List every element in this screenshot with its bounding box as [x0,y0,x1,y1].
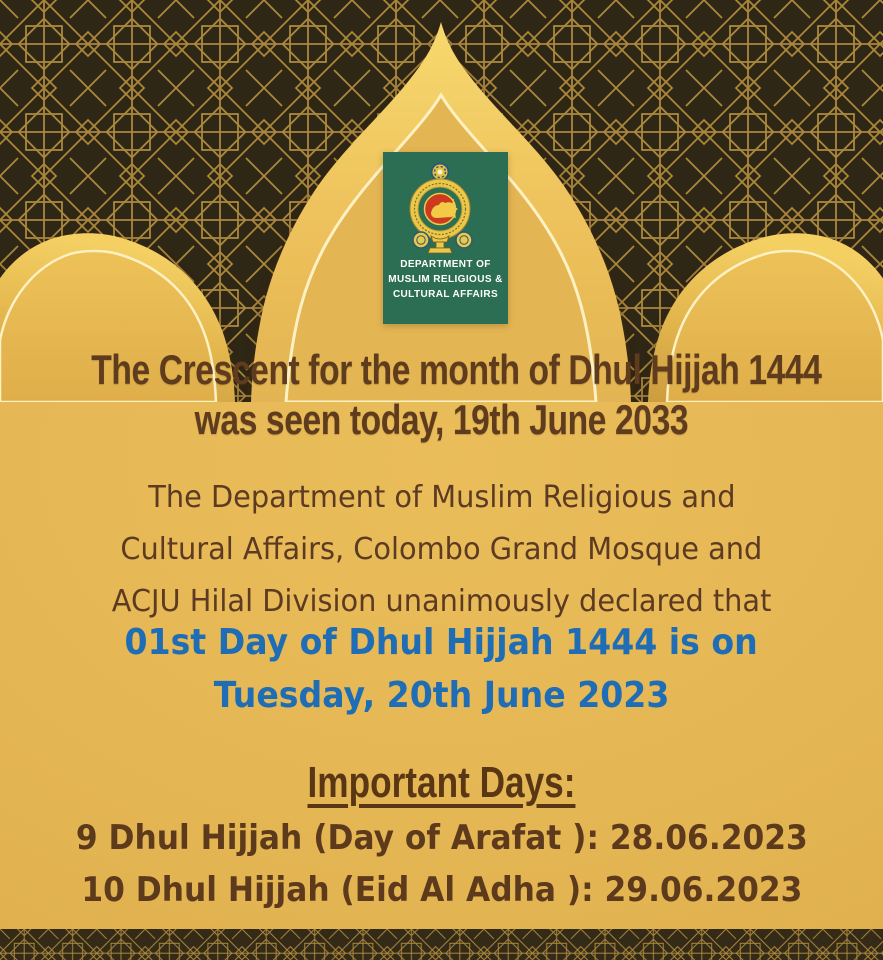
logo-caption-line: CULTURAL AFFAIRS [392,289,499,300]
logo-caption-line: MUSLIM RELIGIOUS & [388,274,503,285]
department-logo-badge [383,152,508,324]
bottom-lattice-strip [0,929,883,960]
body-line-2: Cultural Affairs, Colombo Grand Mosque and [120,532,763,567]
body-line-1: The Department of Muslim Religious and [147,480,736,515]
logo-caption-line: DEPARTMENT OF [400,259,491,270]
declaration-line-2: Tuesday, 20th June 2023 [213,675,670,716]
body-line-3: ACJU Hilal Division unanimously declared that [111,584,772,619]
declaration-line-1: 01st Day of Dhul Hijjah 1444 is on [124,622,759,663]
important-days-title: Important Days: [307,758,576,807]
headline-line-1: The Crescent for the month of Dhul Hijjah 1444 [91,346,822,393]
sri-lanka-emblem [383,152,508,256]
logo-caption [383,257,508,302]
headline-line-2: was seen today, 19th June 2033 [194,396,689,443]
important-day-item: 10 Dhul Hijjah (Eid Al Adha ): 29.06.2023 [80,870,803,910]
important-day-item: 9 Dhul Hijjah (Day of Arafat ): 28.06.2023 [75,818,808,858]
